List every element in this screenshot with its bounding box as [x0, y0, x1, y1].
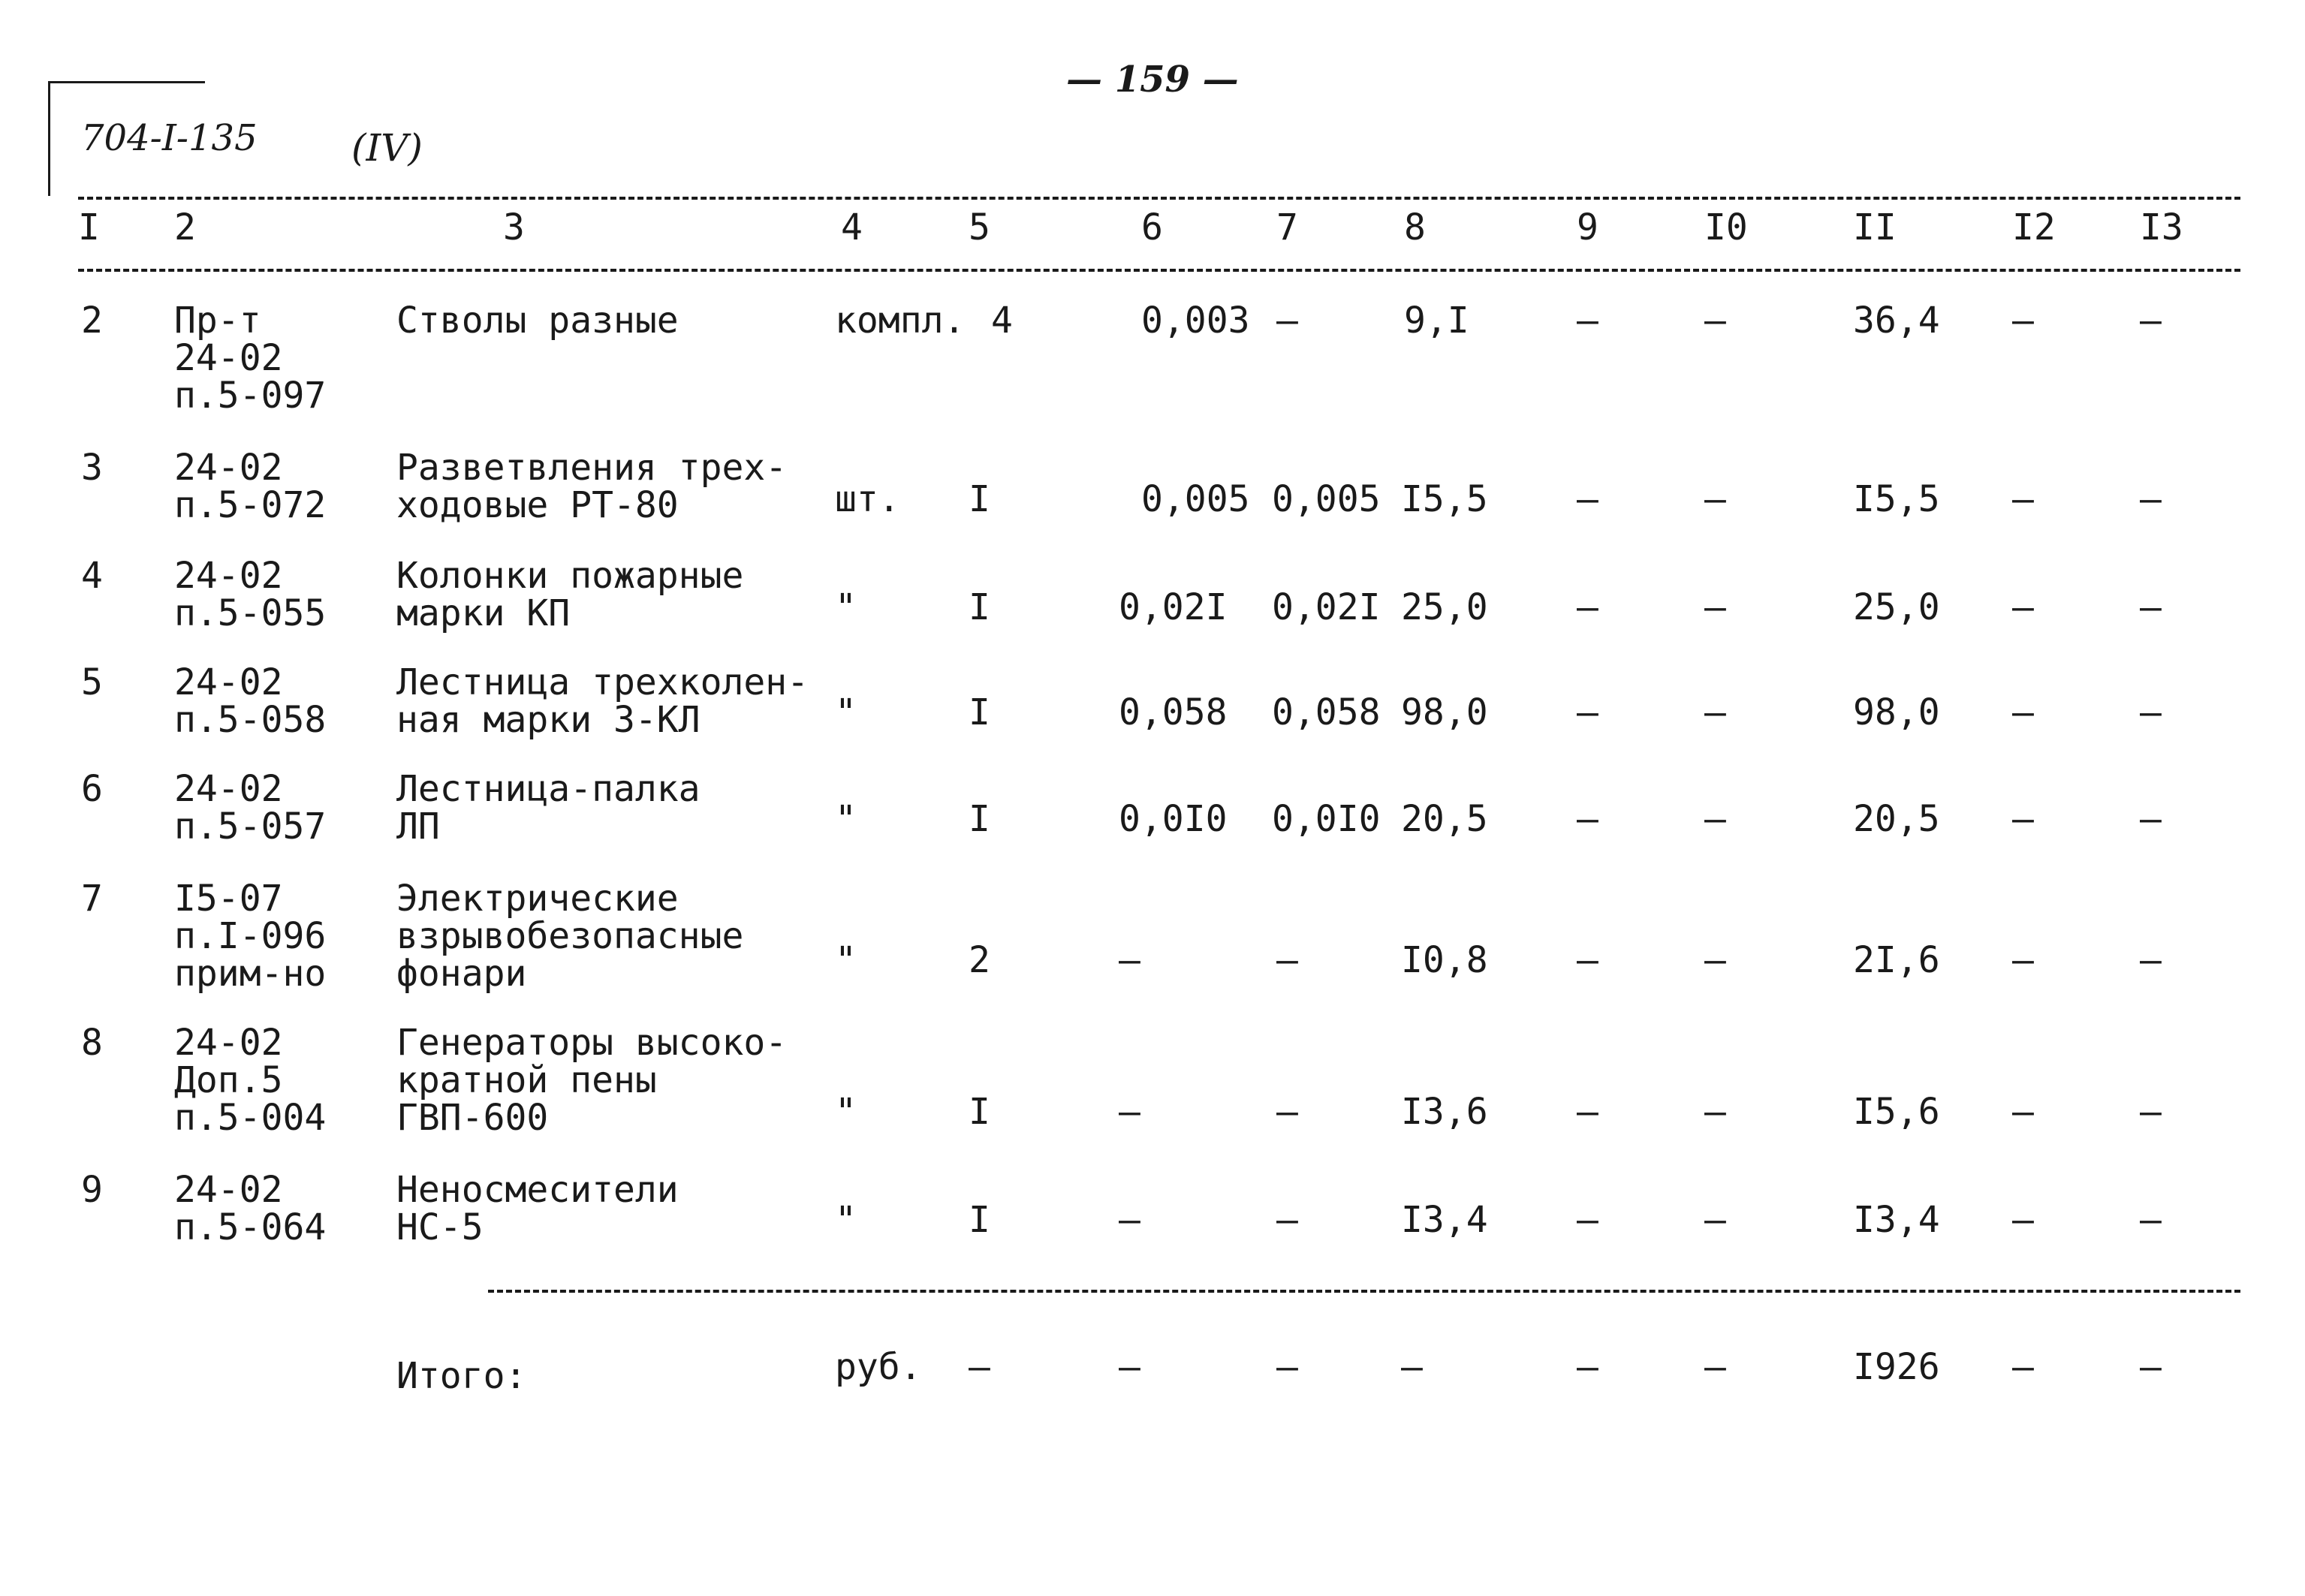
- quantity-cell: 2: [969, 939, 990, 981]
- quantity-cell: I: [969, 478, 990, 520]
- reference-cell: Пр-т 24-02 п.5-097: [174, 300, 327, 417]
- col11-cell: I3,4: [1853, 1199, 1940, 1241]
- col8-cell: I5,5: [1401, 478, 1488, 520]
- col10-cell: –: [1704, 300, 1726, 342]
- col11-cell: 98,0: [1853, 691, 1940, 733]
- item-name-cell: Стволы разные: [396, 300, 679, 342]
- col13-cell: –: [2140, 478, 2162, 520]
- header-bottom-rule: [78, 269, 2240, 272]
- row-number: 6: [81, 768, 103, 810]
- unit-cell: ": [835, 798, 857, 840]
- column-header: 2: [174, 206, 196, 248]
- col11-cell: 2I,6: [1853, 939, 1940, 981]
- col7-cell: –: [1276, 300, 1298, 342]
- column-header: II: [1853, 206, 1897, 248]
- col8-cell: 20,5: [1401, 798, 1488, 840]
- col12-cell: –: [2012, 1199, 2034, 1241]
- unit-cell: шт.: [835, 478, 900, 520]
- col8-cell: I3,4: [1401, 1199, 1488, 1241]
- col8-cell: I3,6: [1401, 1091, 1488, 1133]
- header-top-rule: [78, 197, 2240, 200]
- col12-cell: –: [2012, 478, 2034, 520]
- row-number: 5: [81, 661, 103, 703]
- col6-cell: –: [1119, 939, 1140, 981]
- col12-cell: –: [2012, 939, 2034, 981]
- col8-cell: –: [1401, 1346, 1423, 1388]
- col13-cell: –: [2140, 798, 2162, 840]
- col9-cell: –: [1577, 1091, 1598, 1133]
- col6-cell: 0,02I: [1119, 586, 1228, 628]
- unit-cell: компл.: [835, 300, 966, 342]
- col12-cell: –: [2012, 1346, 2034, 1388]
- col11-cell: 20,5: [1853, 798, 1940, 840]
- quantity-cell: I: [969, 798, 990, 840]
- column-header: 6: [1141, 206, 1163, 248]
- col13-cell: –: [2140, 1346, 2162, 1388]
- col13-cell: –: [2140, 300, 2162, 342]
- item-name-cell: Генераторы высоко- кратной пены ГВП-600: [396, 1022, 788, 1139]
- col12-cell: –: [2012, 586, 2034, 628]
- quantity-cell: I: [969, 586, 990, 628]
- col10-cell: –: [1704, 478, 1726, 520]
- col10-cell: –: [1704, 1346, 1726, 1388]
- item-name-cell: Колонки пожарные марки КП: [396, 555, 744, 634]
- col10-cell: –: [1704, 586, 1726, 628]
- col10-cell: –: [1704, 939, 1726, 981]
- col6-cell: 0,0I0: [1119, 798, 1228, 840]
- reference-cell: 24-02 п.5-055: [174, 555, 327, 634]
- col11-cell: I5,5: [1853, 478, 1940, 520]
- column-header: 9: [1577, 206, 1598, 248]
- reference-cell: 24-02 п.5-057: [174, 768, 327, 848]
- col11-cell: 36,4: [1853, 300, 1940, 342]
- column-header: 3: [503, 206, 525, 248]
- column-header: 7: [1276, 206, 1298, 248]
- col6-cell: –: [1119, 1091, 1140, 1133]
- total-amount: I926: [1853, 1346, 1940, 1388]
- col9-cell: –: [1577, 1346, 1598, 1388]
- col7-cell: –: [1276, 1346, 1298, 1388]
- total-separator-rule: [488, 1290, 2240, 1293]
- unit-cell: ": [835, 691, 857, 733]
- page-number: — 159 —: [1066, 59, 1239, 101]
- col7-cell: 0,005: [1272, 478, 1381, 520]
- col6-cell: 0,058: [1119, 691, 1228, 733]
- reference-cell: 24-02 п.5-072: [174, 447, 327, 526]
- unit-cell: руб.: [835, 1346, 922, 1388]
- col8-cell: 98,0: [1401, 691, 1488, 733]
- column-header: I3: [2140, 206, 2183, 248]
- unit-cell: ": [835, 1091, 857, 1133]
- quantity-cell: I: [969, 1199, 990, 1241]
- col9-cell: –: [1577, 1199, 1598, 1241]
- col8-cell: 25,0: [1401, 586, 1488, 628]
- col12-cell: –: [2012, 1091, 2034, 1133]
- col13-cell: –: [2140, 691, 2162, 733]
- reference-cell: 24-02 п.5-058: [174, 661, 327, 741]
- quantity-cell: –: [969, 1346, 990, 1388]
- col7-cell: –: [1276, 1199, 1298, 1241]
- document-volume: (IV): [351, 126, 423, 170]
- col7-cell: –: [1276, 1091, 1298, 1133]
- item-name-cell: Электрические взрывобезопасные фонари: [396, 878, 744, 995]
- col9-cell: –: [1577, 478, 1598, 520]
- item-name-cell: Лестница-палка ЛП: [396, 768, 701, 848]
- row-number: 3: [81, 447, 103, 489]
- row-number: 2: [81, 300, 103, 342]
- col9-cell: –: [1577, 691, 1598, 733]
- col13-cell: –: [2140, 1091, 2162, 1133]
- row-number: 7: [81, 878, 103, 920]
- total-label: Итого:: [396, 1355, 527, 1397]
- reference-cell: 24-02 п.5-064: [174, 1169, 327, 1248]
- col13-cell: –: [2140, 1199, 2162, 1241]
- col6-cell: 0,003: [1141, 300, 1250, 342]
- column-header: 5: [969, 206, 990, 248]
- column-header: I0: [1704, 206, 1748, 248]
- column-header: I: [78, 206, 100, 248]
- col9-cell: –: [1577, 939, 1598, 981]
- col6-cell: –: [1119, 1346, 1140, 1388]
- row-number: 8: [81, 1022, 103, 1064]
- quantity-cell: I: [969, 1091, 990, 1133]
- col9-cell: –: [1577, 586, 1598, 628]
- row-number: 9: [81, 1169, 103, 1211]
- item-name-cell: Лестница трехколен- ная марки 3-КЛ: [396, 661, 809, 741]
- col8-cell: 9,I: [1404, 300, 1469, 342]
- col12-cell: –: [2012, 691, 2034, 733]
- quantity-cell: I: [969, 691, 990, 733]
- col12-cell: –: [2012, 300, 2034, 342]
- col9-cell: –: [1577, 300, 1598, 342]
- item-name-cell: Разветвления трех- ходовые РТ-80: [396, 447, 788, 526]
- reference-cell: 24-02 Доп.5 п.5-004: [174, 1022, 327, 1139]
- col10-cell: –: [1704, 1091, 1726, 1133]
- col10-cell: –: [1704, 1199, 1726, 1241]
- column-header: 8: [1404, 206, 1426, 248]
- col10-cell: –: [1704, 691, 1726, 733]
- col7-cell: 0,058: [1272, 691, 1381, 733]
- col6-cell: –: [1119, 1199, 1140, 1241]
- col13-cell: –: [2140, 939, 2162, 981]
- col6-cell: 0,005: [1141, 478, 1250, 520]
- col11-cell: I5,6: [1853, 1091, 1940, 1133]
- col7-cell: 0,0I0: [1272, 798, 1381, 840]
- column-header: 4: [841, 206, 863, 248]
- column-header: I2: [2012, 206, 2056, 248]
- quantity-cell: 4: [991, 300, 1013, 342]
- col7-cell: –: [1276, 939, 1298, 981]
- col9-cell: –: [1577, 798, 1598, 840]
- row-number: 4: [81, 555, 103, 597]
- document-code: 704-I-135: [81, 117, 258, 159]
- col13-cell: –: [2140, 586, 2162, 628]
- unit-cell: ": [835, 939, 857, 981]
- col10-cell: –: [1704, 798, 1726, 840]
- unit-cell: ": [835, 1199, 857, 1241]
- col11-cell: 25,0: [1853, 586, 1940, 628]
- col8-cell: I0,8: [1401, 939, 1488, 981]
- item-name-cell: Неносмесители НС-5: [396, 1169, 679, 1248]
- col12-cell: –: [2012, 798, 2034, 840]
- col7-cell: 0,02I: [1272, 586, 1381, 628]
- reference-cell: I5-07 п.I-096 прим-но: [174, 878, 327, 995]
- unit-cell: ": [835, 586, 857, 628]
